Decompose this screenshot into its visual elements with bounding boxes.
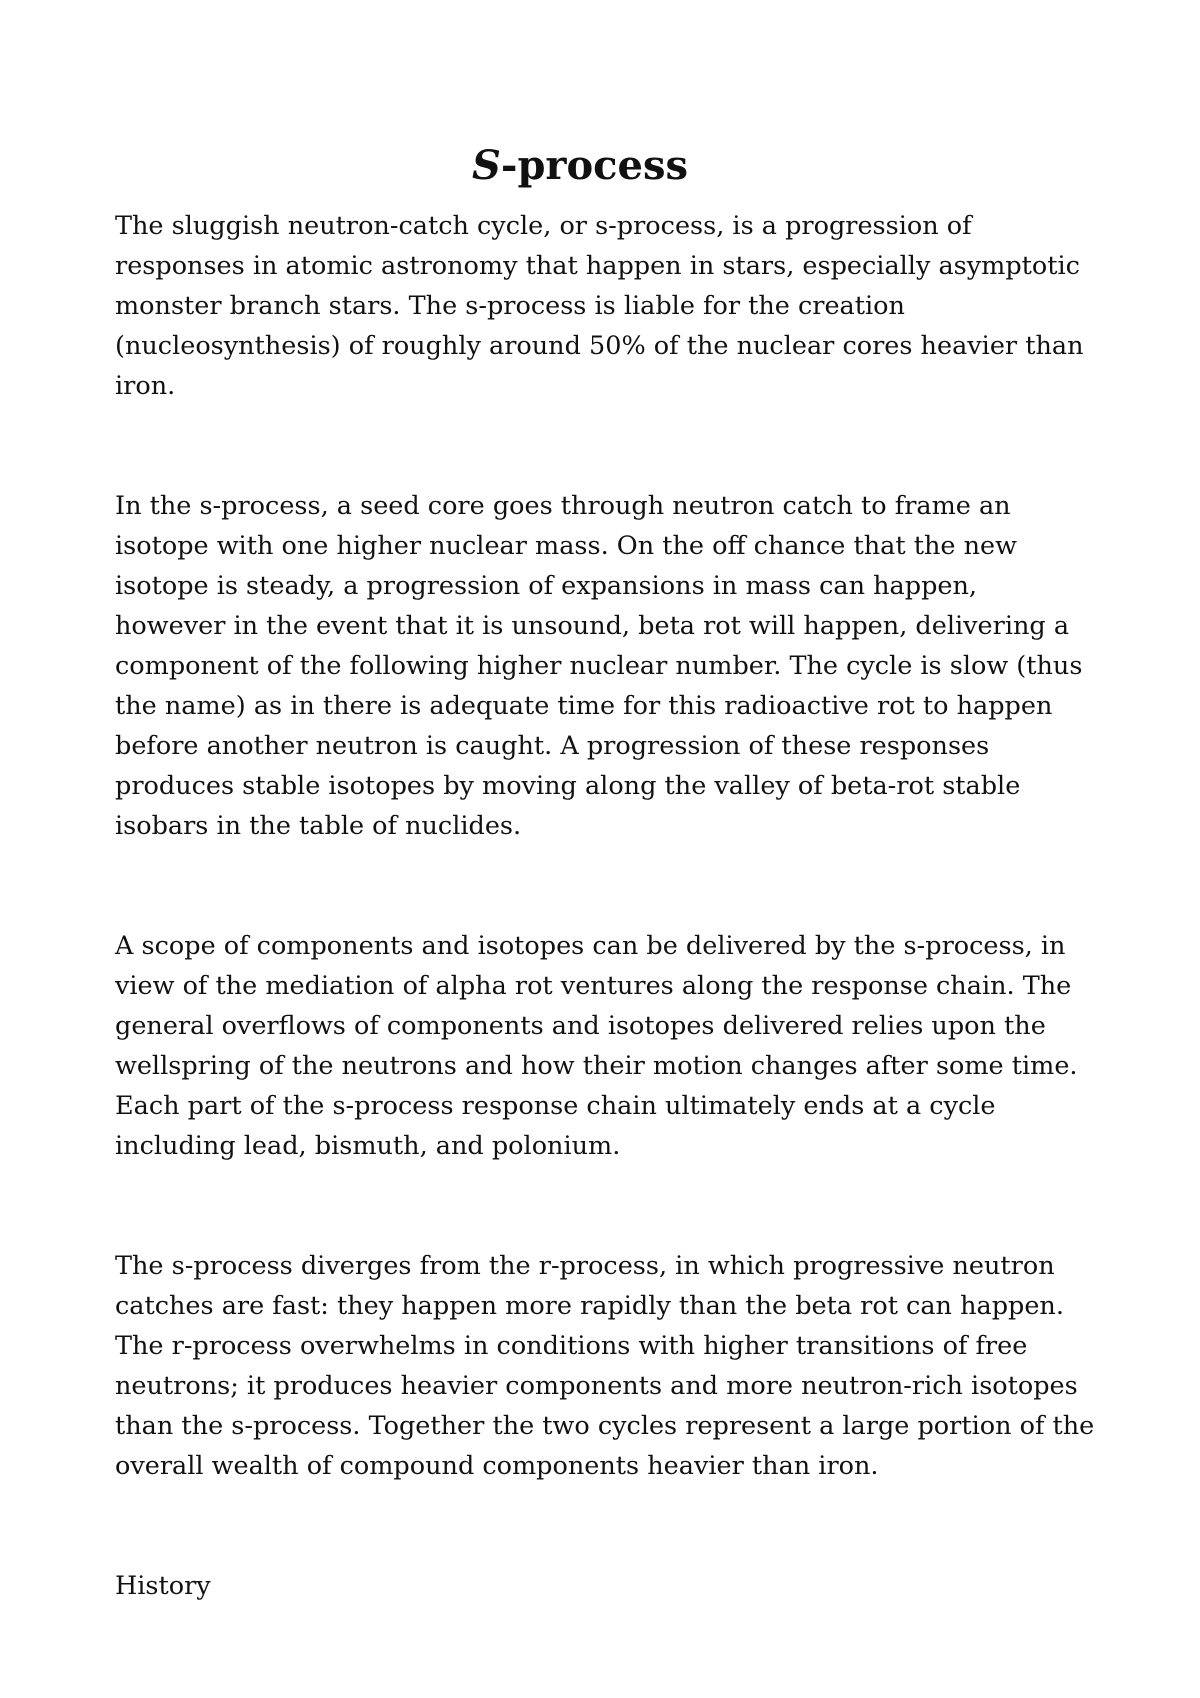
page-title xyxy=(0,140,1160,192)
page-title-initial: S xyxy=(471,142,501,189)
page-title-rest: -process xyxy=(500,142,689,189)
paragraph-components: A scope of components and isotopes can be delivered by the s-process, in view of the mediation of alpha rot ventures along the response chain. The general overflows of components and isotopes delivered relies upon the wellspring of the neutrons and how their motion changes after some time. Each part of the s-process response chain ultimately ends at a cycle including lead, bismuth, and polonium. xyxy=(115,931,1078,1161)
paragraph-intro: The sluggish neutron-catch cycle, or s-process, is a progression of responses in atomic astronomy that happen in stars, especially asymptotic monster branch stars. The s-process is liable for the creation (nucleosynthesis) of roughly around 50% of the nuclear cores heavier than iron. xyxy=(115,211,1084,401)
paragraph-r-process: The s-process diverges from the r-process, in which progressive neutron catches are fast: they happen more rapidly than the beta rot can happen. The r-process overwhelms in conditions with higher transitions of free neutrons; it produces heavier components and more neutron-rich isotopes than the s-process. Together the two cycles represent a large portion of the overall wealth of compound components heavier than iron. xyxy=(115,1251,1095,1481)
paragraph-seed-core: In the s-process, a seed core goes through neutron catch to frame an isotope with one higher nuclear mass. On the off chance that the new isotope is steady, a progression of expansions in mass can happen, however in the event that it is unsound, beta rot will happen, delivering a component of the following higher nuclear number. The cycle is slow (thus the name) as in there is adequate time for this radioactive rot to happen before another neutron is caught. A progression of these responses produces stable isotopes by moving along the valley of beta-rot stable isobars in the table of nuclides. xyxy=(115,491,1083,841)
section-heading-history: History xyxy=(115,1571,211,1601)
document-body xyxy=(115,206,1095,1606)
